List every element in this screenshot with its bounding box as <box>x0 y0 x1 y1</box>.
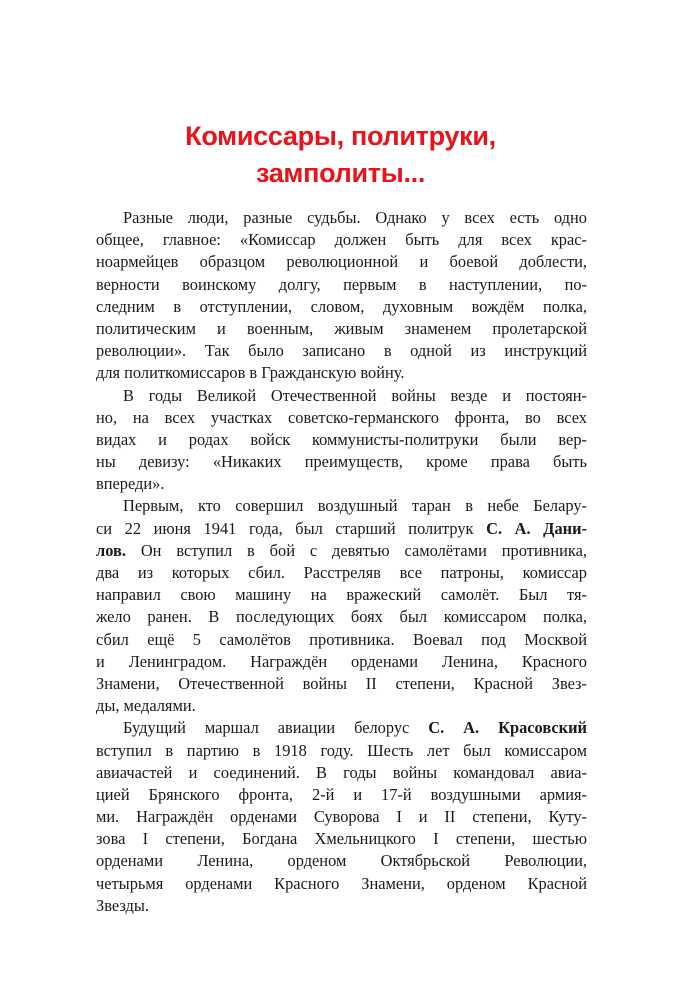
text-line: цией Брянского фронта, 2-й и 17-й воздушными армия- <box>96 784 587 804</box>
body-text <box>96 207 587 917</box>
text-line: для политкомиссаров в Гражданскую войну. <box>96 363 405 383</box>
text-line: политическим и военным, живым знаменем пролетарской <box>96 318 587 338</box>
text-line: Разные люди, разные судьбы. Однако у всех есть одно <box>123 208 587 227</box>
text-fragment: Будущий маршал авиации белорус <box>123 718 410 738</box>
text-line: зова I степени, Богдана Хмельницкого I степени, шестью <box>96 829 587 849</box>
person-name: С. А. Красовский <box>428 718 587 738</box>
paragraph-2 <box>96 385 587 496</box>
chapter-title <box>100 118 581 192</box>
text-line: орденами Ленина, орденом Октябрьской Революции, <box>96 851 587 871</box>
paragraph-4 <box>96 717 587 917</box>
text-line: видах и родах войск коммунисты-политруки были вер- <box>96 429 587 449</box>
text-line: и Ленинградом. Награждён орденами Ленина, Красного <box>96 651 587 671</box>
text-line: впереди». <box>96 474 165 494</box>
text-line-with-name <box>96 540 587 562</box>
text-line: Первым, кто совершил воздушный таран в небе Белару- <box>123 496 587 516</box>
text-line: следним в отступлении, словом, духовным вождём полка, <box>96 296 587 316</box>
text-line: жело ранен. В последующих боях был комиссаром полка, <box>96 607 587 627</box>
text-line: верности воинскому долгу, первым в наступлении, по- <box>96 274 587 294</box>
person-name-end: лов. <box>96 540 126 560</box>
text-line: авиачастей и соединений. В годы войны командовал авиа- <box>96 762 587 782</box>
chapter-title-line-2: замполиты... <box>255 158 426 188</box>
text-line: но, на всех участках советско-германского фронта, во всех <box>96 407 587 427</box>
text-line-with-name <box>96 717 587 739</box>
text-line: вступил в партию в 1918 году. Шесть лет был комиссаром <box>96 740 587 760</box>
text-line: ми. Награждён орденами Суворова I и II степени, Куту- <box>96 807 587 827</box>
text-line: сбил ещё 5 самолётов противника. Воевал под Москвой <box>96 629 587 649</box>
text-fragment: Он вступил в бой с девятью самолётами противника, <box>140 540 587 560</box>
text-line: Звезды. <box>96 895 149 915</box>
text-line: четырьмя орденами Красного Знамени, орденом Красной <box>96 873 587 893</box>
text-line: революции». Так было записано в одной из инструкций <box>96 341 587 361</box>
chapter-title-line-1: Комиссары, политруки, <box>185 121 496 151</box>
text-line: два из которых сбил. Расстреляв все патроны, комиссар <box>96 563 587 582</box>
text-fragment: си 22 июня 1941 года, был старший политрук <box>96 518 474 538</box>
text-line: ны девизу: «Никаких преимуществ, кроме права быть <box>96 452 587 472</box>
text-line-with-name <box>96 518 587 540</box>
text-line: общее, главное: «Комиссар должен быть для всех крас- <box>96 230 587 250</box>
text-line: Знамени, Отечественной войны II степени, Красной Звез- <box>96 673 587 693</box>
paragraph-1 <box>96 207 587 385</box>
paragraph-3 <box>96 495 587 717</box>
text-line: ноармейцев образцом революционной и боевой доблести, <box>96 252 587 272</box>
text-line: направил свою машину на вражеский самолёт. Был тя- <box>96 585 587 605</box>
text-line: ды, медалями. <box>96 696 196 716</box>
person-name: С. А. Дани- <box>486 518 587 538</box>
text-line: В годы Великой Отечественной войны везде и постоян- <box>123 385 587 405</box>
